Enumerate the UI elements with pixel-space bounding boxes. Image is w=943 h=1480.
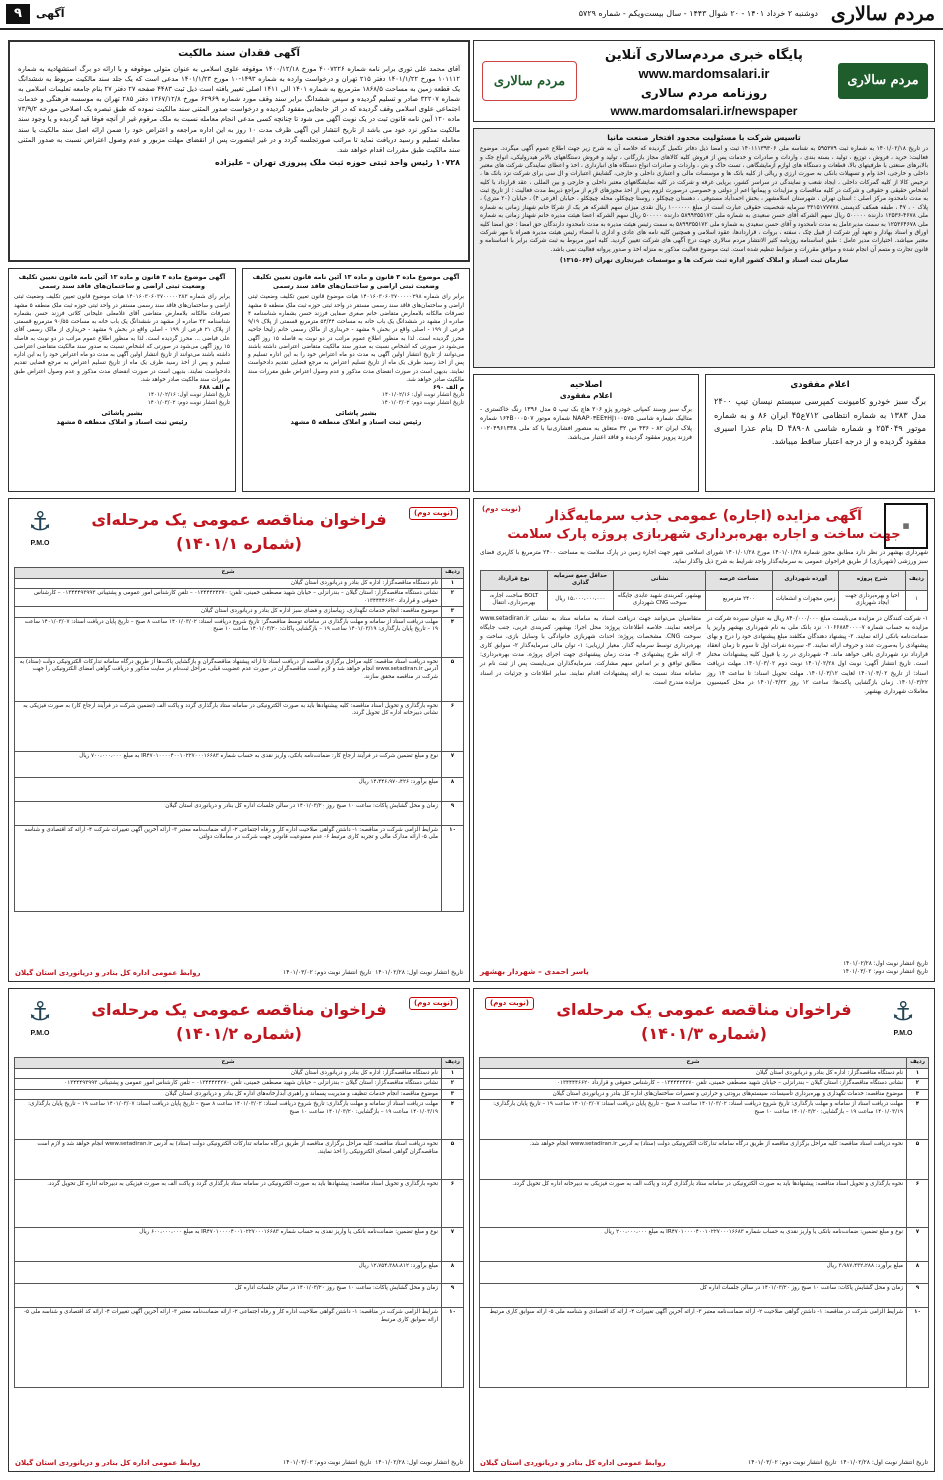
table-row [15,1308,464,1388]
auction-subtitle: جهت ساخت و اجاره بهره‌برداری شهربازی پروژه پارک سلامت [507,526,901,542]
page-number: ۹ [6,4,30,24]
cell: ۵ [907,1140,929,1180]
col-header: ردیف [906,570,928,590]
cell: ۱ [442,578,464,589]
art3-ad-title: آگهی موضوع ماده ۳ قانون و ماده ۱۳ آئین نامه قانون تعیین تکلیف وضعیت ثبتی اراضی و ساختمان‌های فاقد سند رسمی [252,273,460,290]
cell: ۴ [907,1100,929,1140]
brand-logo-left: مردم سالاری [482,61,577,101]
cell: نشانی دستگاه مناقصه‌گزار: استان گیلان – بندرانزلی – خیابان شهید مصطفی خمینی، تلفن ۰۱۳۴۴۴۲۴۲۷۰ – تلفن کارشناس امور عمومی و پشتیبانی ۰۱۳۴۴۴۹۳۹۹۳ [15,1079,442,1090]
auction-table [480,570,928,611]
cell: نام دستگاه مناقصه‌گزار: اداره کل بنادر و دریانوردی استان گیلان [15,1068,442,1079]
cell: مهلت دریافت اسناد از سامانه و مهلت بارگذاری: تاریخ شروع دریافت اسناد: ۱۴۰۱/۰۳/۰۲ ساعت ۸ صبح – تاریخ پایان دریافت اسناد: ۱۴۰۱/۰۳/۰۷ ساعت ۱۹ – تاریخ پایان بارگذاری: ۱۴۰۱/۰۳/۱۹ ساعت ۱۹ – بازگشایی: ۱۴۰۱/۰۳/۲۰ ساعت ۱۰ صبح [480,1100,907,1140]
tender-table [14,567,464,912]
cell: زمان و محل گشایش پاکات: ساعت ۱۰ صبح روز ۱۴۰۱/۰۳/۲۰ در سالن جلسات اداره کل [480,1284,907,1308]
table-row [480,1228,929,1262]
col-header: شرح پروژه [839,570,906,590]
cell: مهلت دریافت اسناد از سامانه و مهلت بارگذاری در سامانه توسط مناقصه‌گر: تاریخ شروع دریافت اسناد: ۱۴۰۱/۰۳/۰۲ ساعت ۸ صبح – تاریخ پایان دریافت اسناد: ۱۴۰۱/۰۳/۰۷ ساعت ۱۹ – تاریخ پایان بارگذاری: ۱۴۰۱/۰۳/۱۹ ساعت ۱۹ – بازگشایی پاکات: ۱۴۰۱/۰۳/۲۰ ساعت ۱۰ صبح [15,617,442,657]
pmo-label: P.M.O [893,1030,913,1037]
table-row [15,589,464,607]
table-row [15,1068,464,1079]
tender-date2: تاریخ انتشار نوبت دوم: ۱۴۰۱/۰۳/۰۲ [748,1458,837,1466]
col-header: مساحت عرصه [706,570,773,590]
table-row [15,801,464,825]
cell: شرایط الزامی شرکت در مناقصه: ۱- داشتن گواهی صلاحیت اداره کار و رفاه اجتماعی ۲- ارائه ضمانت‌نامه معتبر ۳- ارائه آخرین آگهی تغییرات ۴- ارائه کد اقتصادی و شناسه ملی ۵- ارائه سوابق کاری مرتبط [15,1308,442,1388]
cell: شرایط الزامی شرکت در مناقصه: ۱- داشتن گواهی صلاحیت اداره کار و رفاه اجتماعی ۲- ارائه ضمانت‌نامه معتبر ۳- ارائه آخرین آگهی تغییرات شرکت ۴- ارائه کد اقتصادی و شناسه ملی ۵- ارائه مدارک مالی و تجربه کاری مرتبط ۶- عدم ممنوعیت قانونی جهت شرکت در معاملات دولتی [15,825,442,911]
col-header: ردیف [442,568,464,579]
cell: ۷ [442,751,464,777]
cell: ۲ [442,1079,464,1090]
company-ad-title: تاسیس شرکت با مسئولیت محدود افتخار صنعت مانیا [607,133,801,142]
company-registration-ad [473,128,935,368]
newspaper-title: روزنامه مردم سالاری [640,86,768,100]
cell: نحوه دریافت اسناد مناقصه: کلیه مراحل برگزاری مناقصه از طریق درگاه سامانه تدارکات الکترونیکی دولت (ستاد) به آدرس www.setadiran.ir انجام خواهد شد و لازم است مناقصه‌گران گواهی امضای الکترونیکی را اخذ نمایند. [15,1140,442,1180]
cell: ۱۰ [442,825,464,911]
table-row [480,1100,929,1140]
cell: نوع و مبلغ تضمین شرکت در فرآیند ارجاع کار: ضمانت‌نامه بانکی، واریز نقدی به حساب شماره IR۴۷۰۱۰۰۰۰۴۰۰۱۰۲۲۷۰۰۰۱۶۶۸۳ به مبلغ ۷۰۰،۰۰۰،۰۰۰ ریال [15,751,442,777]
tender-ad-1401-1 [8,498,470,982]
tender-ad-1401-2 [8,988,470,1472]
cell: بهشهر، کمربندی شهید عابدی جایگاه سوخت CNG شهرداری [614,590,706,610]
art3-ad-mashhad-2 [242,268,470,492]
dateline: دوشنبه ۲ خرداد ۱۴۰۱ - ۲۰ شوال ۱۴۴۳ - سال بیست‌و‌یکم - شماره ۵۷۲۹ [578,9,818,18]
table-row [15,617,464,657]
auction-body-right: ۱- شرکت کنندگان در مزایده می‌بایست مبلغ ۸۴۰/۰۰۰/۰۰۰ ریال به عنوان سپرده شرکت در مزایده به حساب شماره ۰۱۰۶۶۸۸۴۰۰۰۰۷ نزد بانک ملی به نام شهرداری بهشهر واریز یا ضمانت‌نامه بانکی ارائه نمایند. ۲- پیشنهاد دهندگان مکلفند مبلغ پیشنهادی خود را درج و بهای پیشنهادی را به‌صورت عدد و حروف ارائه نمایند. ۳- سپرده نفرات اول تا سوم تا زمان انعقاد قرارداد نزد شهرداری باقی خواهد ماند. ۴- شهرداری در رد یا قبول کلیه پیشنهادات مختار است. تاریخ انتشار آگهی: نوبت اول ۱۴۰۱/۰۲/۲۸ نوبت دوم ۱۴۰۱/۰۳/۰۲. مهلت دریافت اسناد: از تاریخ ۱۴۰۱/۰۳/۰۲ لغایت ۱۴۰۱/۰۳/۱۲. مهلت تحویل اسناد: تا ساعت ۱۴ روز ۱۴۰۱/۰۳/۲۲. زمان بازگشایی پاکت‌ها: ساعت ۱۲ روز ۱۴۰۱/۰۳/۲۲ در محل کمیسیون معاملات شهرداری بهشهر. [707,615,929,695]
cell: ۷ [442,1228,464,1262]
table-row [15,777,464,801]
newspaper-brand: مردم سالاری [830,3,935,25]
cell: BOLT ساخت، اجاره، بهره‌برداری، انتقال [481,590,548,610]
cell: زمین مجهزات و انشعابات [772,590,839,610]
cell: زمان و محل گشایش پاکات: ساعت ۱۰ صبح روز ۱۴۰۱/۰۳/۲۰ در سالن جلسات اداره کل بنادر و دریانوردی استان گیلان [15,801,442,825]
cell: موضوع مناقصه: انجام خدمات نگهداری، زیباسازی و فضای سبز اداره کل بنادر و دریانوردی استان گیلان [15,607,442,618]
badge-second-round: (نوبت دوم) [409,997,458,1010]
art3-ad-signer: بشیر پاشائی [335,409,377,418]
tender-date1: تاریخ انتشار نوبت اول: ۱۴۰۱/۰۲/۲۸ [375,968,463,976]
cell: ۲ [907,1079,929,1090]
cell: نوع و مبلغ تضمین: ضمانت‌نامه بانکی یا واریز نقدی به حساب شماره IR۴۷۰۱۰۰۰۰۴۰۰۱۰۲۲۷۰۰۰۱۶۶۸۳ به مبلغ ۲۰۰،۰۰۰،۰۰۰ ریال [480,1228,907,1262]
tender-signer: روابط عمومی اداره کل بنادر و دریانوردی استان گیلان [15,968,201,977]
cell: زمان و محل گشایش پاکات: ساعت ۱۰ صبح روز ۱۴۰۱/۰۳/۲۰ در سالن جلسات اداره کل [15,1284,442,1308]
table-row [15,1079,464,1090]
pmo-logo [20,505,60,557]
cell: مبلغ برآورد: ۱۲،۷۵۴،۳۸۸،۸۱۲ ریال [15,1262,442,1284]
tender-number: (شماره ۱۴۰۱/۲) [176,1024,302,1043]
table-row [15,701,464,751]
cell: نشانی دستگاه مناقصه‌گزار: استان گیلان – بندرانزلی – خیابان شهید مصطفی خمینی، تلفن: ۰۱۳۴۴۴۲۴۲۷۰ – تلفن کارشناس امور عمومی و پشتیبانی ۰۱۳۴۴۴۹۳۹۹۳ – کارشناس حقوقی و قرارداد ۰۱۳۴۴۴۴۶۶۲۰ [15,589,442,607]
table-row [15,1284,464,1308]
cell: ۱ [906,590,928,610]
loss-ad-title: آگهی فقدان سند مالکیت [178,48,300,59]
company-ad-body: در تاریخ ۱۴۰۱/۰۲/۱۸ به شماره ثبت ۵۹۵۳۷۹ به شناسه ملی ۱۴۰۱۱۱۳۹۳۰۶ ثبت و امضا ذیل دفاتر تکمیل گردیده که خلاصه آن به شرح زیر جهت اطلاع عموم آگهی میگردد. موضوع فعالیت: خرید ، فروش ، توزیع ، تولید ، بسته بندی ، واردات و صادرات و خدمات پس از فروش کلیه کالاهای مجاز بازرگانی ، تولید و فروش دستگاههای بالابر هیدرولیکی، انواع جک و بالابرهای صنعتی با ظرفیتهای بالا، قطعات و دستگاه های لوازم آزمایشگاهی ، تست خاک و بتن ، واردات و صادرات انواع دستگاه های انبارداری ، اخذ و اعطای نمایندگی شرکت های معتبر داخلی و خارجی، اخذ وام و تسهیلات بانکی به صورت ارزی و ریالی از کلیه بانک ها و موسسات مالی و اعتباری داخلی و خارجی، گشایش اعتبارات و ال سی برای شرکت نزد بانک ها ، ترخیص کالا از کلیه گمرکات داخلی ، ایجاد شعب و نمایندگی در سراسر کشور، برپایی غرفه و شرکت در کلیه نمایشگاههای معتبر داخلی و خارجی و بین المللی ، عقد قرارداد با کلیه اشخاص حقیقی و حقوقی و شرکت در کلیه مناقصات و مزایدات و پیمانها اعم از دولتی و خصوصی درصورت لزوم پس از اخذ مجوزهای لازم از مراجع ذیربط مدت فعالیت : از تاریخ ثبت به مدت نامحدود مرکز اصلی : استان تهران ، شهرستان اسلامشهر ، بخش احمدآباد مستوفی ، دهستان چیچکلو ، روستا چیچکلو، محله چیچکلو ، خیابان (فرعی ۴) ، خیابان (۲۰ متری) ، پلاک ۰ ، ۴۷ ، طبقه همکف کدپستی ۳۳۱۵۱۷۷۷۷۸ سرمایه شخصیت حقوقی عبارت است از مبلغ ۱۰۰۰۰۰۰ ریال نقدی میزان سهم الشرکه هر یک از شرکا خانم شهناز زمانی به شماره ملی ۴۶۷۸-۱۲۵۳۶ دارنده ۵۰۰۰۰۰ ریال سهم الشرکه آقای حسن سعیدی به شماره ملی ۵۸۹۹۳۵۵۱۷۲ دارنده ۵۰۰۰۰۰ ریال سهم الشرکه اعضا هیئت مدیره خانم شهناز زمانی به شماره ملی ۱۲۵۳۶۴۶۷۸ به سمت مدیرعامل به مدت نامحدود و آقای حسن سعیدی به شماره ملی ۵۸۹۹۳۵۵۱۷۲ به سمت رئیس هیئت مدیره به مدت نامحدود دارندگان حق امضا : حق امضا کلیه اوراق و اسناد بهادار و تعهد آور شرکت از قبیل چک ، سفته ، بروات ، قراردادها، عقود اسلامی و همچنین کلیه نامه های عادی و اداری با امضاء رئیس هیئت مدیره همراه با مهر شرکت معتبر میباشد. اختیارات مدیر عامل : طبق اساسنامه روزنامه کثیر الانتشار مردم سالاری جهت درج آگهی های شرکت تعیین گردید. کلیه امور مربوط به ثبت شرکت برابر با اساسنامه و قانون تجارت و متمم آن انجام شده و موافق مقررات و ضوابط تنظیم شده است. ثبت موضوع فعالیت مذکور به منزله اخذ و صدور پروانه فعالیت نمی باشد. [480,146,929,253]
table-row [15,825,464,911]
cell: نشانی دستگاه مناقصه‌گزار: استان گیلان – بندرانزلی – خیابان شهید مصطفی خمینی، تلفن ۰۱۳۴۴۴۲۴۲۷۰ – کارشناس حقوقی و قرارداد ۰۱۳۴۴۴۴۶۶۲۰ [480,1079,907,1090]
art3-ad-mashhad-1 [8,268,236,492]
lost-ad-title: اعلام مفقودی [790,380,850,390]
cell: موضوع مناقصه: انجام خدمات تنظیف و مدیریت پسماند و راهبری آبدارخانه‌های اداره کل بنادر و دریانوردی استان گیلان [15,1089,442,1100]
cell: ۹ [907,1284,929,1308]
tender-date1: تاریخ انتشار نوبت اول: ۱۴۰۱/۰۲/۲۸ [375,1458,463,1466]
cell: ۳ [907,1089,929,1100]
tender-number: (شماره ۱۴۰۱/۳) [641,1024,767,1043]
cell: ۷ [907,1228,929,1262]
col-header: شرح [15,568,442,579]
art3-ad-signer: بشیر پاشائی [101,409,143,418]
cell: ۴ [442,1100,464,1140]
tender-ad-1401-3 [473,988,935,1472]
company-ad-org: سازمان ثبت اسناد و املاک کشور اداره ثبت شرکت ها و موسسات غیرتجاری تهران (۱۳۱۵۰۶۴) [559,257,849,264]
tender-title: فراخوان مناقصه عمومی یک مرحله‌ای [556,1000,852,1019]
online-url[interactable]: www.mardomsalari.ir [638,66,770,81]
tender-date2: تاریخ انتشار نوبت دوم: ۱۴۰۱/۰۳/۰۲ [283,968,372,976]
col-header: ردیف [907,1058,929,1069]
art3-ad-date1: تاریخ انتشار نوبت اول: ۱۴۰۱/۰۲/۱۶ [382,392,464,399]
table-row [480,1068,929,1079]
table-row [480,1079,929,1090]
auction-body-left: متقاضیان می‌توانند جهت دریافت اسناد به سامانه ستاد به نشانی www.setadiran.ir مراجعه نمایند. خلاصه اطلاعات پروژه: محل اجرا: بهشهر، کمربندی غربی، جنب جایگاه سوخت CNG. مشخصات پروژه: احداث شهربازی خانوادگی با وسایل بازی، ساخت و بهره‌برداری توسط سرمایه گذار. معیار ارزیابی: ۱- توان مالی سرمایه‌گذار ۲- سوابق کاری ۳- ارائه طرح پیشنهادی ۴- مدت زمان پیشنهادی جهت اجرای پروژه. مدت بهره‌برداری: مطابق توافق و بر اساس سهم مشارکت. سرمایه‌گذاران می‌بایست پس از ثبت نام در سامانه ستاد نسبت به ارائه پیشنهادات اقدام نمایند. سایر اطلاعات و جزئیات در اسناد مزایده مندرج است. [480,615,701,686]
tender-date2: تاریخ انتشار نوبت دوم: ۱۴۰۱/۰۳/۰۲ [283,1458,372,1466]
col-header: نشانی [614,570,706,590]
table-row [15,1180,464,1228]
cell: نحوه بارگذاری و تحویل اسناد مناقصه: کلیه پیشنهادها باید به صورت الکترونیکی در سامانه ستاد بارگذاری گردد و پاکت الف (تضمین شرکت در فرآیند ارجاع کار) به صورت فیزیکی به نشانی دبیرخانه اداره کل تحویل گردد. [15,701,442,751]
cell: نحوه بارگذاری و تحویل اسناد مناقصه: پیشنهادها باید به صورت الکترونیکی در سامانه ستاد بارگذاری گردد و پاکت الف به صورت فیزیکی به دبیرخانه اداره کل تحویل گردد. [15,1180,442,1228]
cell: نحوه دریافت اسناد مناقصه: کلیه مراحل برگزاری مناقصه از دریافت اسناد تا ارائه پیشنهاد مناقصه‌گران و بازگشایی پاکت‌ها از طریق درگاه سامانه تدارکات الکترونیکی دولت (ستاد) به آدرس www.setadiran.ir انجام خواهد شد و لازم است مناقصه‌گران در صورت عدم عضویت قبلی، مراحل ثبت‌نام در سایت مذکور و دریافت گواهی امضای الکترونیکی را جهت شرکت در مناقصه محقق سازند. [15,657,442,701]
auction-date2: تاریخ انتشار نوبت دوم: ۱۴۰۱/۰۳/۰۲ [842,969,928,976]
tender-title: فراخوان مناقصه عمومی یک مرحله‌ای [91,510,387,529]
table-row [15,1140,464,1180]
col-header: شرح [15,1058,442,1069]
tender-date1: تاریخ انتشار نوبت اول: ۱۴۰۱/۰۲/۲۸ [840,1458,928,1466]
auction-signer: یاسر احمدی – شهردار بهشهر [480,966,589,976]
cell: ۵ [442,657,464,701]
cell: نام دستگاه مناقصه‌گزار: اداره کل بنادر و دریانوردی استان گیلان [480,1068,907,1079]
cell: نام دستگاه مناقصه‌گزار: اداره کل بنادر و دریانوردی استان گیلان [15,578,442,589]
art3-ad-date2: تاریخ انتشار نوبت دوم: ۱۴۰۱/۰۳/۰۲ [147,399,230,406]
lost-ad-body: برگ سبز وسند کمپانی خودرو پژو ۲۰۶ هاچ بک تیپ ۵ مدل ۱۳۹۶ رنگ خاکستری - متالیک شماره شاسی NAAP۰۳EE۴HJ۱۰۰۵۷۵ شماره موتور ۱۶۴B۰۰۰۵۰۷ شماره پلاک ایران ۸۲ - ۴۳۶ س ۳۲ متعلق به منصور افشاری‌نیا با کد ملی ۰۰۲۰۴۹۶۱۳۳۸ فرزند پرویز مفقود گردیده و فاقد اعتبار می‌باشد. [480,405,693,442]
table-row [480,1140,929,1180]
cell: ۱۵،۰۰۰،۰۰۰،۰۰۰ ریال [547,590,614,610]
pmo-logo [20,995,60,1047]
cell: احیا و بهره‌برداری جهت ایجاد شهربازی [839,590,906,610]
table-row [15,1089,464,1100]
pmo-label: P.M.O [30,1030,50,1037]
table-row [15,607,464,618]
cell: ۱ [442,1068,464,1079]
cell: ۴ [442,617,464,657]
cell: ۱۰ [907,1308,929,1388]
table-row [480,1180,929,1228]
cell: ۱ [907,1068,929,1079]
table-row [480,1262,929,1284]
art3-ad-code: م الف ۶۹۰ [432,384,464,392]
cell: ۶ [442,1180,464,1228]
cell: ۲۴۰۰ مترمربع [706,590,773,610]
table-row [15,751,464,777]
col-header: حداقل جمع سرمایه گذاری [547,570,614,590]
table-row [480,1284,929,1308]
cell: ۸ [442,1262,464,1284]
cell: مبلغ برآورد: ۳،۹۸۷،۴۳۲،۲۸۸ ریال [480,1262,907,1284]
tender-signer: روابط عمومی اداره کل بنادر و دریانوردی استان گیلان [15,1458,201,1467]
newspaper-url[interactable]: www.mardomsalari.ir/newspaper [610,104,798,118]
loss-title-deed-ad [8,40,470,262]
tender-table [479,1057,929,1388]
table-row [480,1089,929,1100]
badge-second-round: (نوبت دوم) [482,505,521,513]
table-row [15,1228,464,1262]
art3-ad-signer-title: رئیس ثبت اسناد و املاک منطقه ۵ مشهد [56,418,188,427]
col-header: آورده شهرداری [772,570,839,590]
col-header: ردیف [442,1058,464,1069]
auction-intro: شهرداری بهشهر در نظر دارد مطابق مجوز شماره ۱۴۰۱/۰۱/۲۸ مورخ ۱۴۰۱/۰۱/۲۸ شورای اسلامی شهر جهت اجاره زمین در پارک سلامت به مساحت ۲۴۰۰ مترمربع با کاربری فضای سبز ورزشی (شهربازی) از طریق فراخوان عمومی به سرمایه‌گذار واجد شرایط به شرح ذیل واگذار نماید. [480,550,928,565]
lost-ad-body: برگ سبز خودرو کامیونت کمپرسی سیستم نیسان تیپ ۲۴۰۰ مدل ۱۳۸۳ به شماره انتظامی ۷۱۲ع۴۵ ایران ۸۶ و به شماره موتور ۲۵۴۰۴۹ و شماره شاسی D ۴۸۹۰۸ بنام عذرا اسیری مفقود گردیده و از درجه اعتبار ساقط میباشد. [714,396,927,446]
cell: ۸ [907,1262,929,1284]
art3-ad-body: برابر رای شماره ۱۴۰۱۶۰۳۰۶۰۳۷۰۰۰۰۰۲۸۳ هیات موضوع قانون تعیین تکلیف وضعیت ثبتی اراضی و ساختمان‌های فاقد سند رسمی مستقر در واحد ثبتی حوزه ثبت ملک منطقه ۵ مشهد تصرفات مالکانه بلامعارض متقاضی آقای غلامعلی علیخانی کلاتی فرزند حسن بشماره شناسنامه ۴۳ صادره از مشهد در ششدانگ یک باب خانه به مساحت ۹۰/۵۵ مترمربع قسمتی از پلاک ۲۱ فرعی از ۱۹۹ - اصلی واقع در بخش ۹ مشهد - خریداری از مالک رسمی آقای علی فیاضی ... محرز گردیده است. لذا به منظور اطلاع عموم مراتب در دو نوبت به فاصله ۱۵ روز آگهی می‌شود در صورتی که اشخاص نسبت به صدور سند مالکیت متقاضی اعتراضی داشته باشند می‌توانند از تاریخ انتشار اولین آگهی به مدت دو ماه اعتراض خود را به این اداره تسلیم و پس از اخذ رسید ظرف یک ماه از تاریخ تسلیم اعتراض به مرجع قضایی تقدیم دادخواست نمایند. بدیهی است در صورت انقضای مدت مذکور و عدم وصول اعتراض طبق مقررات سند مالکیت صادر خواهد شد. [14,294,230,383]
cell: نوع و مبلغ تضمین: ضمانت‌نامه بانکی یا واریز نقدی به حساب شماره IR۴۷۰۱۰۰۰۰۴۰۰۱۰۲۲۷۰۰۰۱۶۶۸۳ به مبلغ ۶۰۰،۰۰۰،۰۰۰ ریال [15,1228,442,1262]
pmo-logo [883,995,923,1047]
online-promo-box [473,40,935,122]
pmo-label: P.M.O [30,540,50,547]
cell: نحوه دریافت اسناد مناقصه: کلیه مراحل برگزاری مناقصه از طریق درگاه سامانه تدارکات الکترونیکی دولت (ستاد) به آدرس www.setadiran.ir انجام خواهد شد. [480,1140,907,1180]
table-row [15,1262,464,1284]
building-icon: ▦ [902,522,910,530]
lost-ad-correction-title: اصلاحیه [569,380,603,390]
tender-signer: روابط عمومی اداره کل بنادر و دریانوردی استان گیلان [480,1458,666,1467]
art3-ad-code: م الف ۶۸۸ [198,384,230,392]
table-row [480,1308,929,1388]
art3-ad-body: برابر رای شماره ۱۴۰۱۶۰۳۰۶۰۳۷۰۰۰۰۰۲۹۸ هیات موضوع قانون تعیین تکلیف وضعیت ثبتی اراضی و ساختمان‌های فاقد سند رسمی مستقر در واحد ثبتی حوزه ثبت ملک منطقه ۵ مشهد تصرفات مالکانه بلامعارض متقاضی خانم صغری صفایی فرزند حسن بشماره شناسنامه ۴ صادره از مشهد در ششدانگ یک باب خانه به مساحت ۵۴/۴۴ مترمربع قسمتی از پلاک ۹/۱۹ فرعی از ۱۹۹ - اصلی واقع در بخش ۹ مشهد - خریداری از مالک رسمی خانم زلیخا جاحیه محرز گردیده است. لذا به منظور اطلاع عموم مراتب در دو نوبت به فاصله ۱۵ روز آگهی می‌شود در صورتی که اشخاص نسبت به صدور سند مالکیت متقاضی اعتراضی داشته باشند می‌توانند از تاریخ انتشار اولین آگهی به مدت دو ماه اعتراض خود را به این اداره تسلیم و پس از اخذ رسید ظرف یک ماه از تاریخ تسلیم اعتراض به مرجع قضایی تقدیم دادخواست نمایند. بدیهی است در صورت انقضای مدت مذکور و عدم وصول اعتراض طبق مقررات سند مالکیت صادر خواهد شد. [248,294,464,383]
loss-ad-signature: ۱۰۷۲۸ رئیس واحد ثبتی حوزه ثبت ملک پیروزی تهران – علیزاده [215,158,460,168]
table-row [15,657,464,701]
cell: ۵ [442,1140,464,1180]
anchor-icon: ⚓ [28,507,52,537]
loss-ad-body: آقای محمد علی توری برابر نامه شماره ۴۰۰۷۲۲۶ مورخ ۱۴۰۰/۱۲/۱۸ موقوفه علوی اسلامی به عنوان متولی موقوفه و با ارائه دو برگ استشهادیه به شماره ۱۰۱۱۱۲ مورخ ۱۴۰۱/۱/۲۲ دفتر ۲۱۵ تهران و درخواست وارده به شماره ۱۴۹۳-۱۰ مورخ ۱۴۰۱/۱/۲۳ مدعی است که یک جلد سند مالکیت مربوط به ششدانگ یک قطعه زمین به مساحت ۱۸۶۸/۵ مترمربع به شماره ۱۴۰۱ الی ۱۴۱۱ اصلی تغییر یافته است ذیل ثبت ۴۴۸۳ صفحه ۲۷ دفتر ۲۷ بنام جامعه تعلیمات اسلامی به شماره ۳۲۲۰۷ صادر و تسلیم گردیده و سپس ششدانگ برابر سند وقف مورد شماره ۶۲۹۶۹ مورخ ۱۳۶۷/۱۲/۸ دفتر ۲۸۵ تهران به موسسه فرهنگی و خدمات اجتماعی علوی اسلامی وقف گردیده که در اثر جابجایی مفقود گردیده و درخواست صدور المثنی سند مالکیت نموده که طبق تبصره یک اصلاحی مورخه ۷۳/۹/۲ ماده ۱۲۰ آیین نامه قانون ثبت در یک نوبت آگهی می شود تا چنانچه کسی مدعی انجام معامله نسبت به ملک مرقوم غیر از آنچه فوقا قید گردیده و یا وجود سند مالکیت مذکور نزد خود می باشد از تاریخ انتشار این آگهی ظرف مدت ۱۰ روز به این اداره مراجعه و اعتراض خود را ضمن ارائه اصل سند مالکیت یا سند معامله تسلیم و رسید دریافت نماید تا مراتب صورتجلسه گردد و در غیر اینصورت پس از انقضای مهلت مزبور و عدم وصول اعتراض نسبت به صدور المثنی سند مالکیت طبق مقررات اقدام خواهد شد. [18,64,460,154]
table-row [481,590,928,610]
auction-title: آگهی مزایده (اجاره) عمومی جذب سرمایه‌گذار [546,508,862,524]
col-header: نوع قرارداد [481,570,548,590]
tender-number: (شماره ۱۴۰۱/۱) [176,534,302,553]
online-title: پایگاه خبری مردم‌سالاری آنلاین [605,48,803,63]
art3-ad-date2: تاریخ انتشار نوبت دوم: ۱۴۰۱/۰۳/۰۲ [381,399,464,406]
badge-second-round: (نوبت دوم) [485,997,534,1010]
cell: ۱۰ [442,1308,464,1388]
cell: نحوه بارگذاری و تحویل اسناد مناقصه: پیشنهادها باید به صورت الکترونیکی در سامانه ستاد بارگذاری گردد و پاکت الف به صورت فیزیکی به دبیرخانه اداره کل تحویل گردد. [480,1180,907,1228]
cell: ۶ [907,1180,929,1228]
cell: ۸ [442,777,464,801]
cell: ۳ [442,607,464,618]
anchor-icon: ⚓ [891,997,915,1027]
table-row [15,1100,464,1140]
brand-logo-right: مردم سالاری [838,63,928,99]
art3-ad-date1: تاریخ انتشار نوبت اول: ۱۴۰۱/۰۲/۱۶ [148,392,230,399]
cell: ۶ [442,701,464,751]
cell: ۹ [442,1284,464,1308]
badge-second-round: (نوبت دوم) [409,507,458,520]
section-label: آگهی [36,7,65,20]
art3-ad-title: آگهی موضوع ماده ۳ قانون و ماده ۱۳ آئین نامه قانون تعیین تکلیف وضعیت ثبتی اراضی و ساختمان‌های فاقد سند رسمی [18,273,226,290]
cell: مهلت دریافت اسناد از سامانه و مهلت بارگذاری: تاریخ شروع دریافت اسناد: ۱۴۰۱/۰۳/۰۲ ساعت ۸ صبح – تاریخ پایان دریافت اسناد: ۱۴۰۱/۰۳/۰۷ ساعت ۱۹ – تاریخ پایان بارگذاری: ۱۴۰۱/۰۳/۱۹ ساعت ۱۹ – بازگشایی: ۱۴۰۱/۰۳/۲۰ ساعت ۱۰ صبح [15,1100,442,1140]
anchor-icon: ⚓ [28,997,52,1027]
lost-ad-title: اعلام مفقودی [559,391,613,401]
masthead [0,0,943,30]
table-row [15,578,464,589]
art3-ad-signer-title: رئیس ثبت اسناد و املاک منطقه ۵ مشهد [290,418,422,427]
cell: ۲ [442,589,464,607]
investment-auction-ad [473,498,935,982]
col-header: شرح [480,1058,907,1069]
cell: شرایط الزامی شرکت در مناقصه: ۱- داشتن گواهی صلاحیت ۲- ارائه ضمانت‌نامه معتبر ۳- ارائه آخرین آگهی تغییرات ۴- ارائه کد اقتصادی و شناسه ملی ۵- ارائه سوابق کاری مرتبط [480,1308,907,1388]
cell: موضوع مناقصه: خدمات نگهداری و بهره‌برداری تأسیسات، سیستم‌های برودتی و حرارتی و تعمیرات ساختمان‌های اداره کل بنادر و دریانوردی استان گیلان [480,1089,907,1100]
lost-vehicle-ad-2 [473,374,699,492]
cell: مبلغ برآورد: ۱۴،۴۴۶،۹۷۰،۴۲۶ ریال [15,777,442,801]
tender-table [14,1057,464,1388]
cell: ۹ [442,801,464,825]
lost-vehicle-ad-1 [705,374,935,492]
municipality-logo [884,503,928,549]
cell: ۳ [442,1089,464,1100]
auction-date1: تاریخ انتشار نوبت اول: ۱۴۰۱/۰۲/۲۸ [843,961,928,968]
tender-title: فراخوان مناقصه عمومی یک مرحله‌ای [91,1000,387,1019]
